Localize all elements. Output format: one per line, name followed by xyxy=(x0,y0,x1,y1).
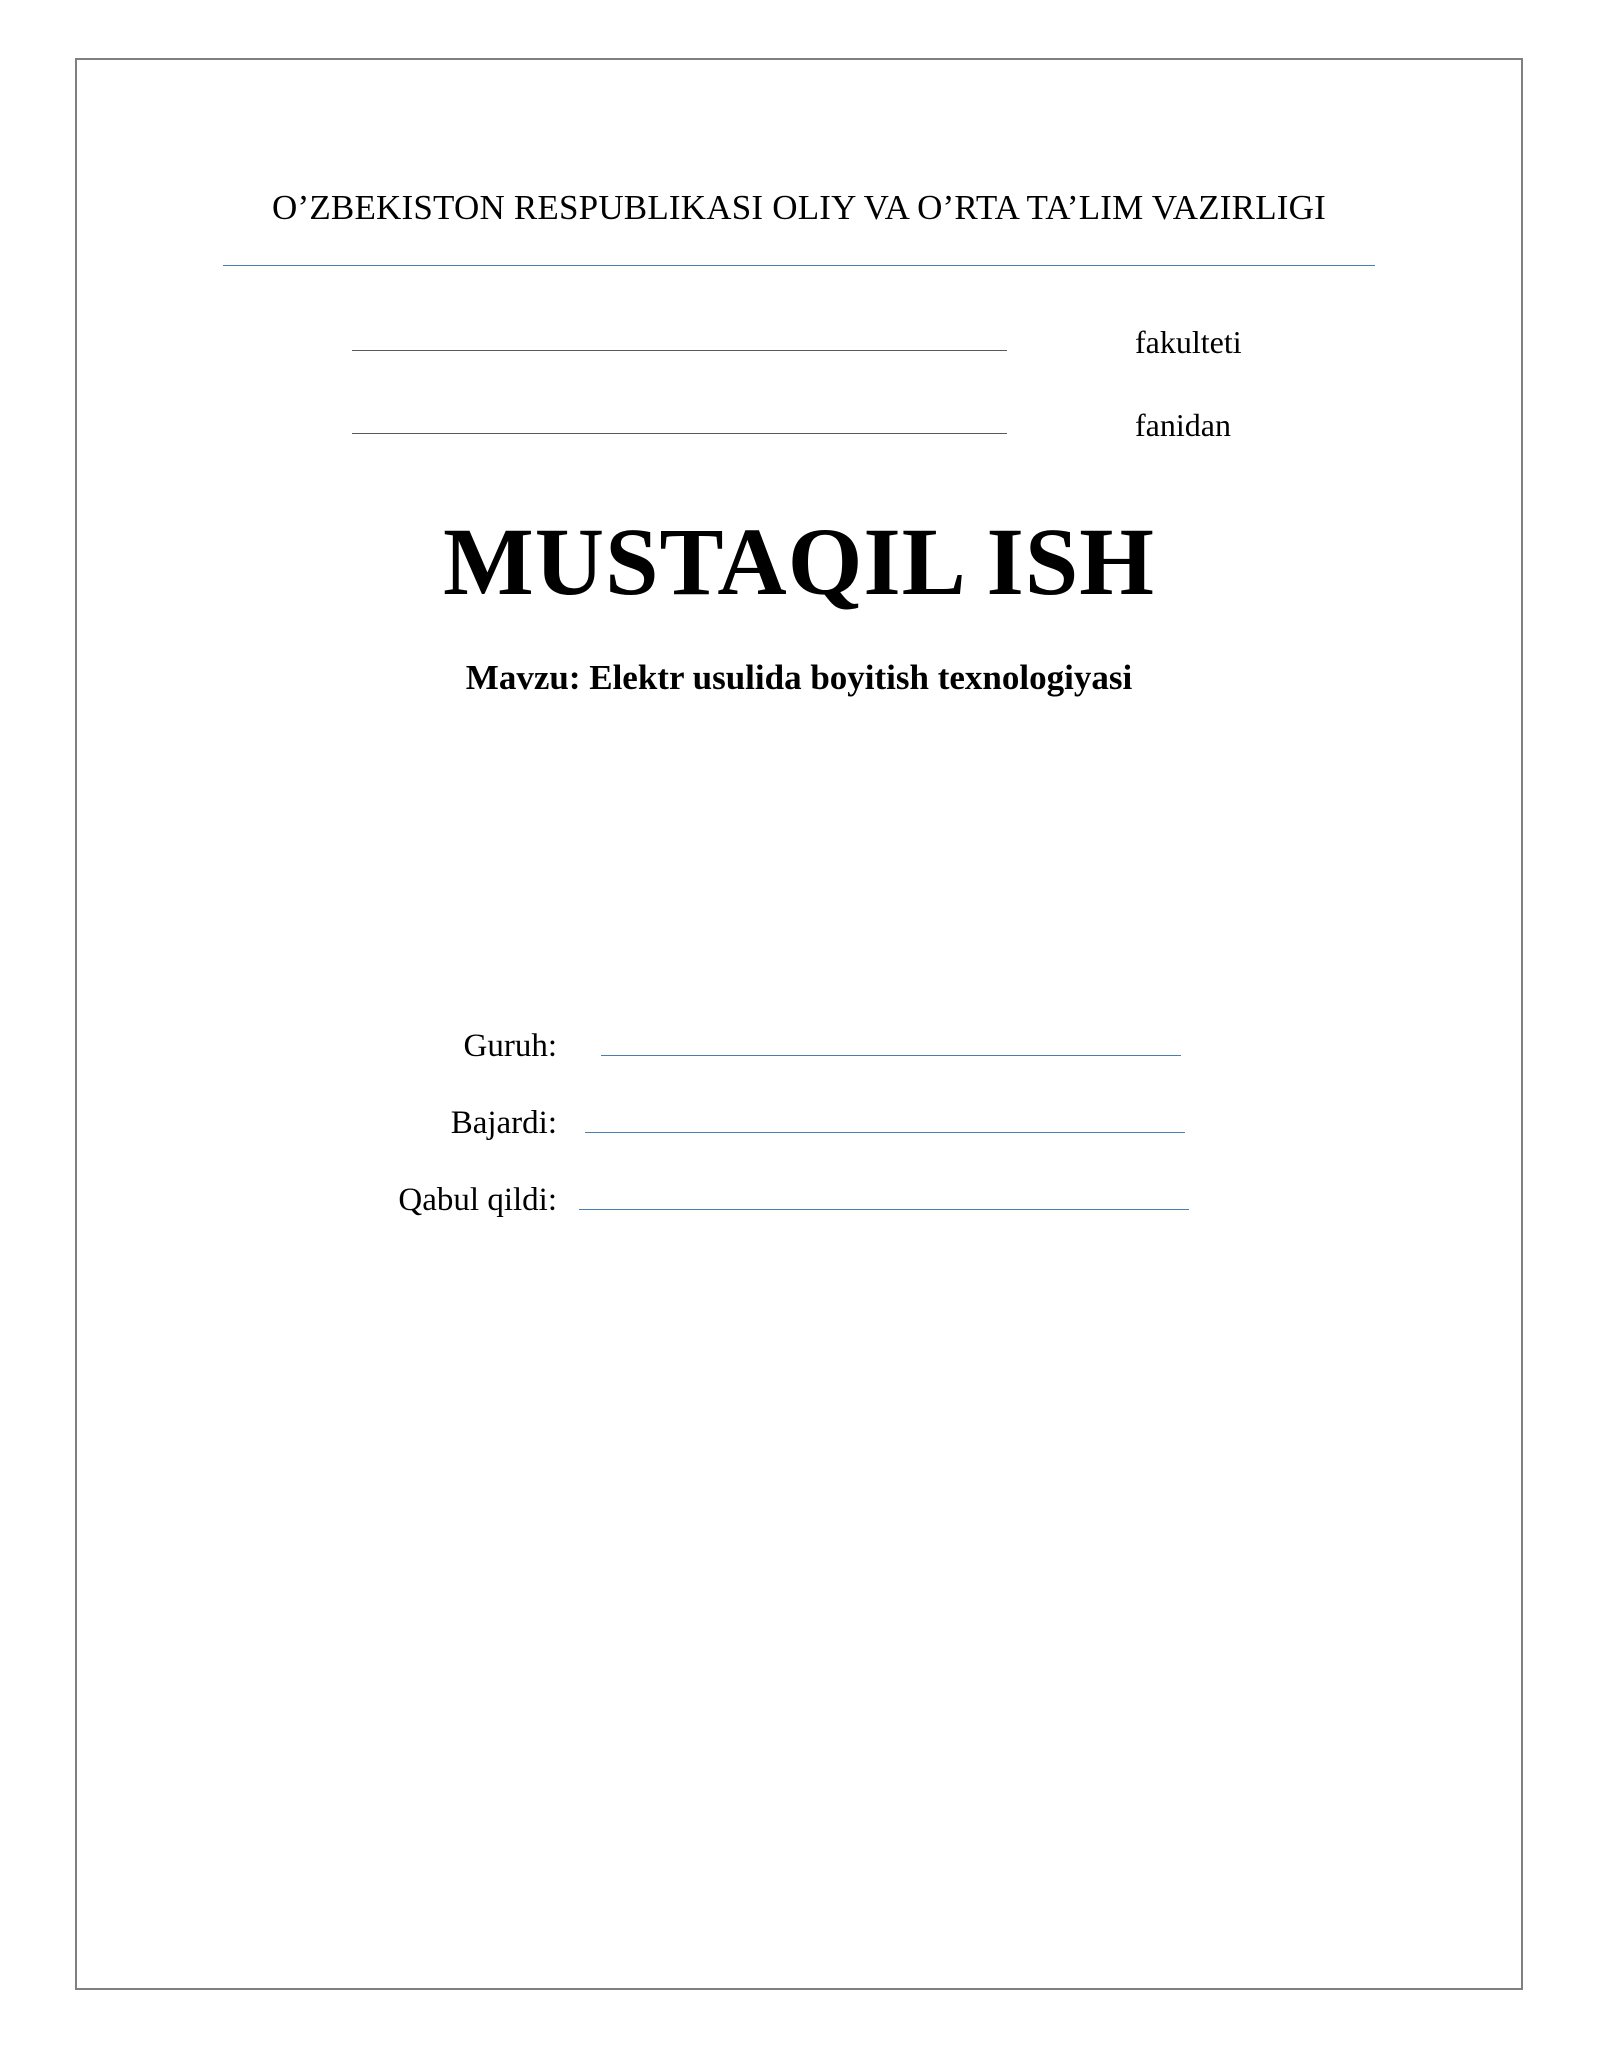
organization-title: O’ZBEKISTON RESPUBLIKASI OLIY VA O’RTA TA’LIM VAZIRLIGI xyxy=(272,188,1326,227)
performed-by-row xyxy=(197,1105,1401,1142)
document-page xyxy=(75,58,1523,1990)
faculty-field-row xyxy=(197,324,1401,361)
header-divider xyxy=(223,265,1375,266)
subject-field-row xyxy=(197,407,1401,444)
accepted-by-label: Qabul qildi: xyxy=(398,1182,557,1219)
group-row xyxy=(197,1028,1401,1065)
accepted-by-input-line[interactable] xyxy=(579,1209,1189,1210)
main-title: MUSTAQIL ISH xyxy=(443,507,1155,615)
faculty-label: fakulteti xyxy=(1135,323,1242,360)
performed-by-label: Bajardi: xyxy=(450,1105,557,1142)
topic-line: Mavzu: Elektr usulida boyitish texnologiyasi xyxy=(465,658,1133,698)
subject-label: fanidan xyxy=(1135,406,1231,443)
performed-by-input-line[interactable] xyxy=(585,1132,1185,1133)
page-content xyxy=(77,60,1521,1988)
group-label: Guruh: xyxy=(463,1028,557,1065)
accepted-by-row xyxy=(197,1182,1401,1219)
signature-block xyxy=(197,1028,1401,1219)
group-input-line[interactable] xyxy=(601,1055,1181,1056)
subject-input-line[interactable] xyxy=(352,433,1007,434)
faculty-input-line[interactable] xyxy=(352,350,1007,351)
